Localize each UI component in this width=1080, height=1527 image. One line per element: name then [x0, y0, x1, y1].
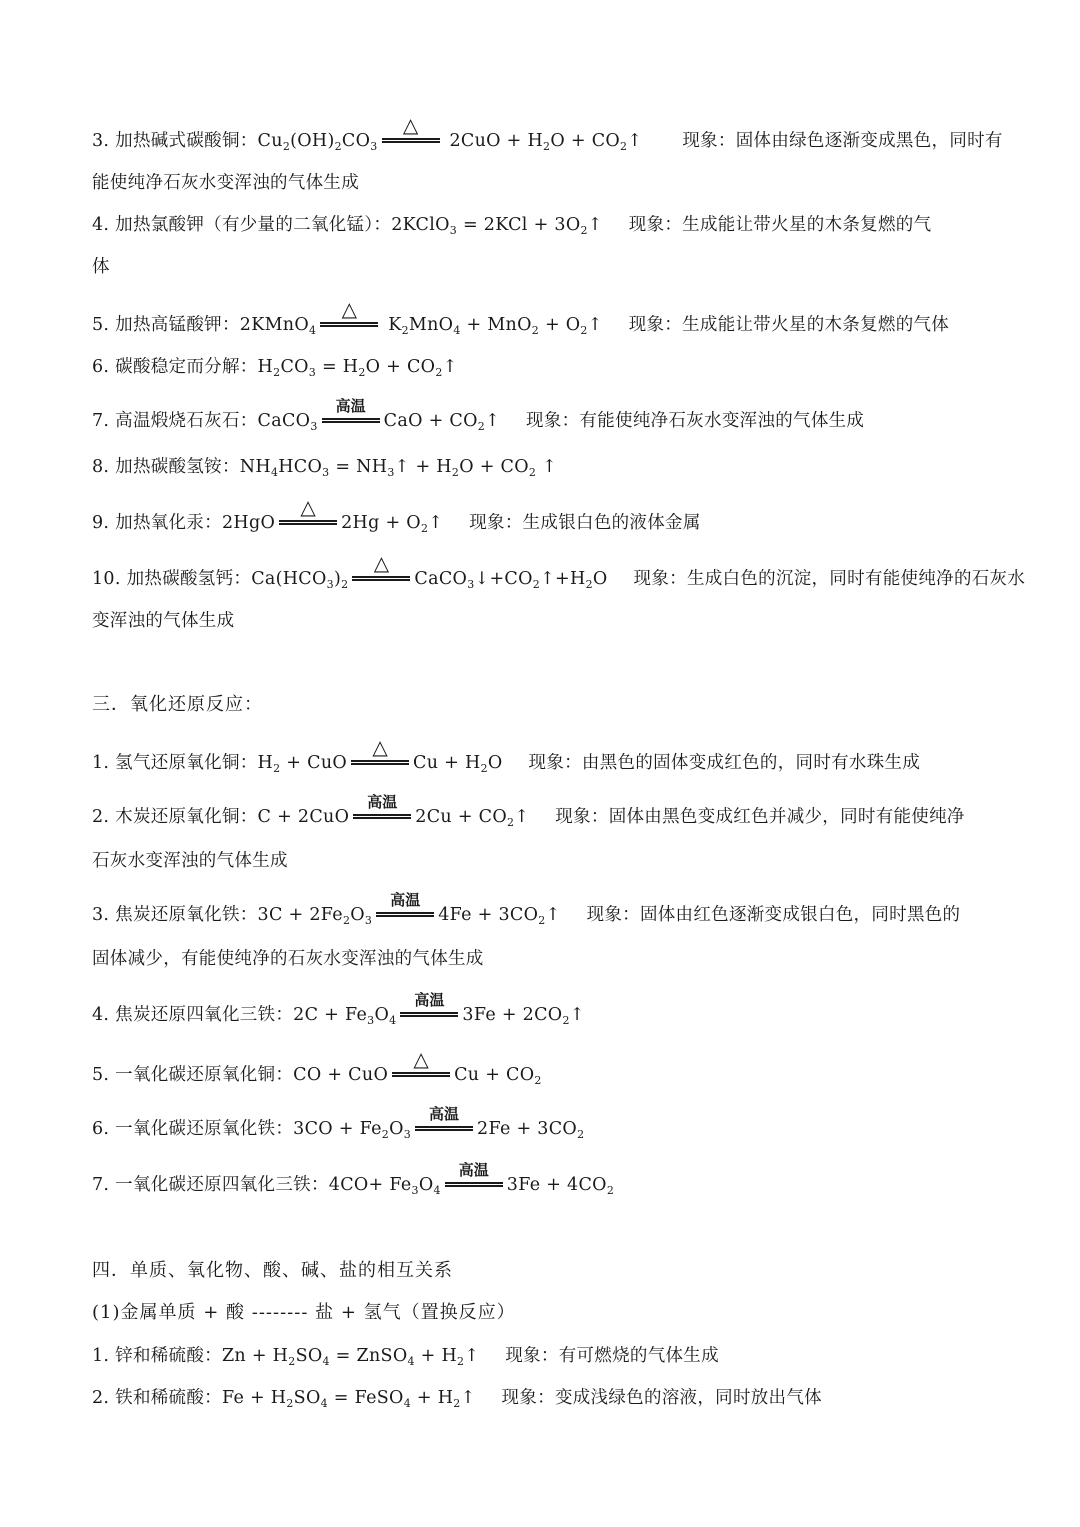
continuation-line: 能使纯净石灰水变浑浊的气体生成 [92, 173, 359, 193]
high-temp-condition: 高温 [415, 1120, 473, 1134]
phenomenon-text: 现象：由黑色的固体变成红色的，同时有水珠生成 [528, 753, 921, 773]
reaction-line: 5. 加热高锰酸钾：2KMnO$_4$ △ $K_2MnO_4 + MnO_2$ + $O_2↑$ 现象：生成能让带火星的木条复燃的气体 [92, 297, 950, 337]
reaction-line: 7. 一氧化碳还原四氧化三铁：$4CO+ Fe_3O_4$ 高温 $3Fe + 4CO_2$ [92, 1161, 615, 1197]
reaction-line: 3. 焦炭还原氧化铁：$3C + 2Fe_2O_3$ 高温 $4Fe + 3CO_2↑$ 现象：固体由红色逐渐变成银白色，同时黑色的 [92, 891, 961, 927]
heat-condition: △ [382, 132, 440, 146]
heat-condition: △ [279, 514, 337, 528]
reaction-line: 8. 加热碳酸氢铵：$NH_4HCO_3$ = $NH_3↑ + H_2O + CO_2$ ↑ [92, 457, 558, 479]
high-temp-condition: 高温 [322, 412, 380, 426]
reaction-line: 2. 铁和稀硫酸：$Fe + H_2SO_4$ = FeSO$_4$ + $H_2↑$ 现象：变成浅绿色的溶液，同时放出气体 [92, 1388, 822, 1410]
phenomenon-text: 现象：生成银白色的液体金属 [469, 513, 701, 533]
reaction-line: 1. 锌和稀硫酸：$Zn + H_2SO_4$ = ZnSO$_4$ + $H_2↑$ 现象：有可燃烧的气体生成 [92, 1346, 719, 1368]
continuation-line: 固体减少，有能使纯净的石灰水变浑浊的气体生成 [92, 949, 484, 969]
reaction-line: 5. 一氧化碳还原氧化铜：CO + CuO △ $Cu + CO_2$ [92, 1047, 542, 1087]
reaction-line: 1. 氢气还原氧化铜：$H_2$ + CuO △ $Cu + H_2O$ 现象：由黑色的固体变成红色的，同时有水珠生成 [92, 735, 921, 775]
reaction-line: 4. 加热氯酸钾（有少量的二氧化锰）：2KClO$_3$ = $2KCl + 3O_2↑$ 现象：生成能让带火星的木条复燃的气 [92, 215, 932, 237]
phenomenon-text: 现象：固体由红色逐渐变成银白色，同时黑色的 [586, 905, 961, 925]
section-heading: 三．氧化还原反应： [92, 694, 263, 715]
reaction-line: 10. 加热碳酸氢钙：$Ca(HCO_3)_2$ △ $CaCO_3↓+CO_2↑+H_2O$ 现象：生成白色的沉淀，同时有能使纯净的石灰水 [92, 551, 1026, 591]
reaction-line: 4. 焦炭还原四氧化三铁：$2C + Fe_3O_4$ 高温 $3Fe + 2CO_2↑$ [92, 991, 585, 1027]
subsection-heading: (1)金属单质 + 酸 -------- 盐 + 氢气（置换反应） [92, 1302, 516, 1323]
heat-condition: △ [352, 570, 410, 584]
reaction-line: 9. 加热氧化汞：2HgO △ $2Hg + O_2↑$ 现象：生成银白色的液体金属 [92, 495, 701, 535]
reaction-line: 2. 木炭还原氧化铜：C + 2CuO 高温 $2Cu + CO_2↑$ 现象：固体由黑色变成红色并减少，同时有能使纯净 [92, 793, 965, 829]
heat-condition: △ [320, 316, 378, 330]
heat-condition: △ [351, 754, 409, 768]
reaction-line: 6. 一氧化碳还原氧化铁：$3CO + Fe_2O_3$ 高温 $2Fe + 3CO_2$ [92, 1105, 585, 1141]
continuation-line: 变浑浊的气体生成 [92, 611, 235, 631]
phenomenon-text: 现象：固体由黑色变成红色并减少，同时有能使纯净 [555, 807, 965, 827]
phenomenon-text: 现象：生成白色的沉淀，同时有能使纯净的石灰水 [633, 569, 1026, 589]
phenomenon-text: 现象：固体由绿色逐渐变成黑色，同时有 [682, 131, 1003, 151]
phenomenon-text: 现象：有可燃烧的气体生成 [505, 1346, 719, 1366]
phenomenon-text: 现象：生成能让带火星的木条复燃的气 [628, 215, 932, 235]
high-temp-condition: 高温 [353, 808, 411, 822]
section-heading: 四．单质、氧化物、酸、碱、盐的相互关系 [92, 1260, 453, 1281]
high-temp-condition: 高温 [445, 1176, 503, 1190]
high-temp-condition: 高温 [400, 1006, 458, 1020]
heat-condition: △ [392, 1066, 450, 1080]
high-temp-condition: 高温 [376, 906, 434, 920]
continuation-line: 石灰水变浑浊的气体生成 [92, 851, 288, 871]
continuation-line: 体 [92, 257, 110, 277]
phenomenon-text: 现象：生成能让带火星的木条复燃的气体 [628, 315, 950, 335]
phenomenon-text: 现象：变成浅绿色的溶液，同时放出气体 [501, 1388, 822, 1408]
reaction-line: 6. 碳酸稳定而分解：$H_2CO_3 = H_2O$ + $CO_2↑$ [92, 357, 458, 379]
reaction-line: 7. 高温煅烧石灰石：CaCO$_3$ 高温 CaO + $CO_2↑$ 现象：有能使纯净石灰水变浑浊的气体生成 [92, 397, 865, 433]
phenomenon-text: 现象：有能使纯净石灰水变浑浊的气体生成 [526, 411, 865, 431]
reaction-line: 3. 加热碱式碳酸铜：$Cu_2(OH)_2CO_3$ △ $2CuO + H_2O$ + $CO_2↑$ 现象：固体由绿色逐渐变成黑色，同时有 [92, 113, 1003, 153]
